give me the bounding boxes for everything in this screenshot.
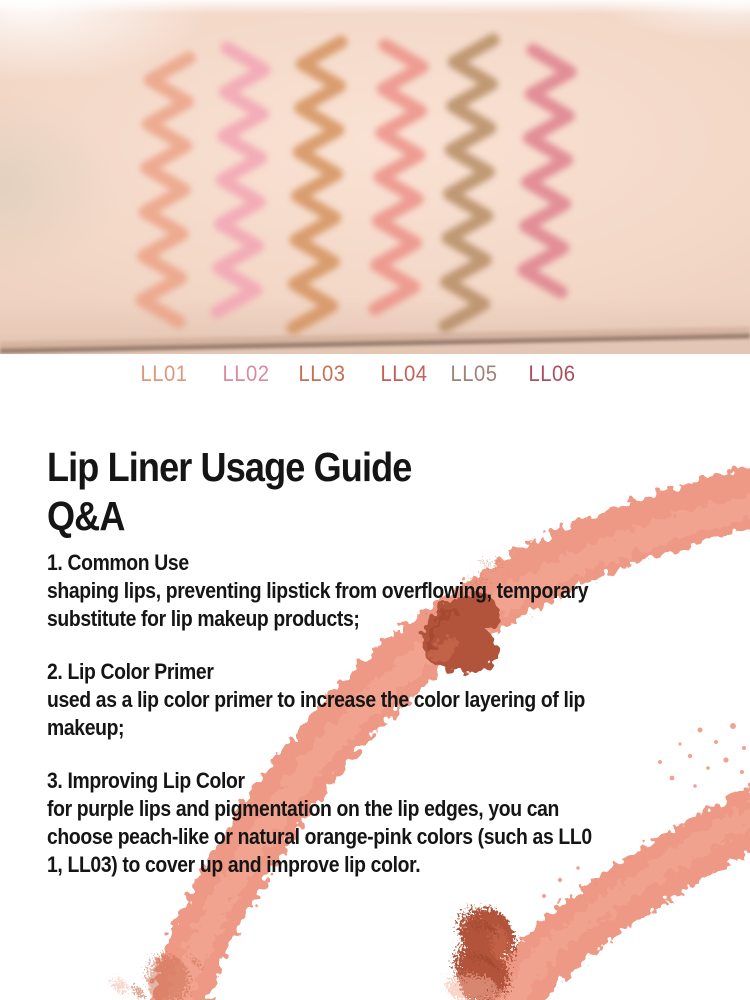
guide-section-2 (47, 658, 663, 742)
guide-line: used as a lip color primer to increase the color layering of lip (47, 687, 585, 712)
swatch-label-ll04: LL04 (380, 361, 428, 386)
guide-line: for purple lips and pigmentation on the lip edges, you can (47, 796, 560, 821)
swatch-label-ll03: LL03 (298, 361, 346, 386)
guide-section-3 (47, 767, 663, 879)
guide-section-1 (47, 549, 663, 633)
guide-line: substitute for lip makeup products; (47, 606, 360, 631)
guide-line: choose peach-like or natural orange-pink colors (such as LL0 (47, 824, 592, 849)
guide-sections (47, 549, 663, 879)
guide-section-heading: 2. Lip Color Primer (47, 659, 214, 684)
swatch-label-ll05: LL05 (450, 361, 498, 386)
guide-line: 1, LL03) to cover up and improve lip color. (47, 852, 421, 877)
guide-line: shaping lips, preventing lipstick from overflowing, temporary (47, 578, 589, 603)
usage-guide (47, 443, 747, 904)
swatch-labels-row (0, 362, 750, 388)
swatch-label-ll01: LL01 (140, 361, 188, 386)
guide-section-heading: 3. Improving Lip Color (47, 768, 245, 793)
lipstick-smudge-2 (446, 908, 516, 1000)
guide-title-line-2: Q&A (47, 493, 125, 539)
guide-section-heading: 1. Common Use (47, 550, 189, 575)
guide-line: makeup; (47, 715, 125, 740)
swatch-label-ll06: LL06 (528, 361, 576, 386)
swatch-label-ll02: LL02 (222, 361, 270, 386)
guide-title (47, 443, 663, 541)
guide-title-line-1: Lip Liner Usage Guide (47, 444, 412, 490)
